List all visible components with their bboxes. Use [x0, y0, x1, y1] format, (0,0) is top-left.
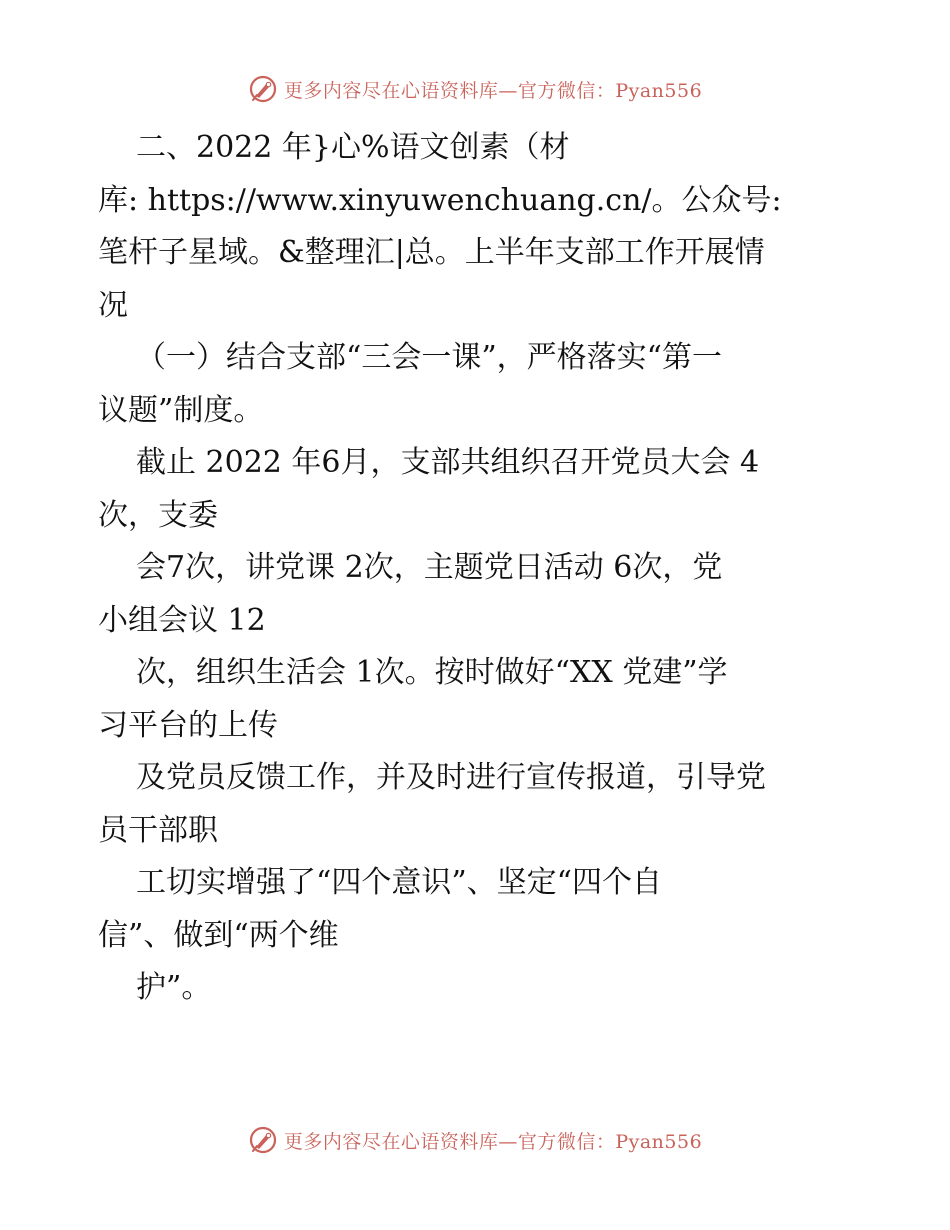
footer-watermark — [0, 1123, 950, 1157]
text-line: 工切实增强了“四个意识”、坚定“四个自 — [136, 865, 663, 900]
text-line: 笔杆子星域。&整理汇|总。上半年支部工作开展情 — [98, 235, 765, 270]
document-body — [98, 122, 858, 1015]
pen-nib-logo-icon — [248, 74, 278, 104]
text-line: 信”、做到“两个维 — [98, 917, 339, 953]
text-line: 习平台的上传 — [98, 707, 278, 743]
text-line: 小组会议 12 — [98, 602, 266, 638]
watermark-text: 更多内容尽在心语资料库—官方微信：Pyan556 — [283, 79, 703, 102]
header-watermark — [0, 72, 950, 106]
text-line: 二、2022 年}心%语文创素（材 — [136, 130, 570, 165]
text-line: 及党员反馈工作，并及时进行宣传报道，引导党 — [136, 760, 766, 795]
text-line: 次，组织生活会 1次。按时做好“XX 党建”学 — [136, 655, 728, 690]
text-line: 截止 2022 年6月，支部共组织召开党员大会 4 — [136, 445, 760, 480]
text-line: 护”。 — [136, 970, 212, 1005]
text-line: （一）结合支部“三会一课”，严格落实“第一 — [136, 340, 723, 375]
text-line: 况 — [98, 287, 128, 323]
text-line: 次，支委 — [98, 497, 218, 533]
text-line: 会7次，讲党课 2次，主题党日活动 6次，党 — [136, 550, 723, 585]
watermark-text: 更多内容尽在心语资料库—官方微信：Pyan556 — [283, 1130, 703, 1153]
text-line: 议题”制度。 — [98, 392, 264, 428]
pen-nib-logo-icon — [248, 1125, 278, 1155]
text-line: 员干部职 — [98, 812, 218, 848]
text-line: 库: https://www.xinyuwenchuang.cn/。公众号: — [98, 182, 782, 218]
